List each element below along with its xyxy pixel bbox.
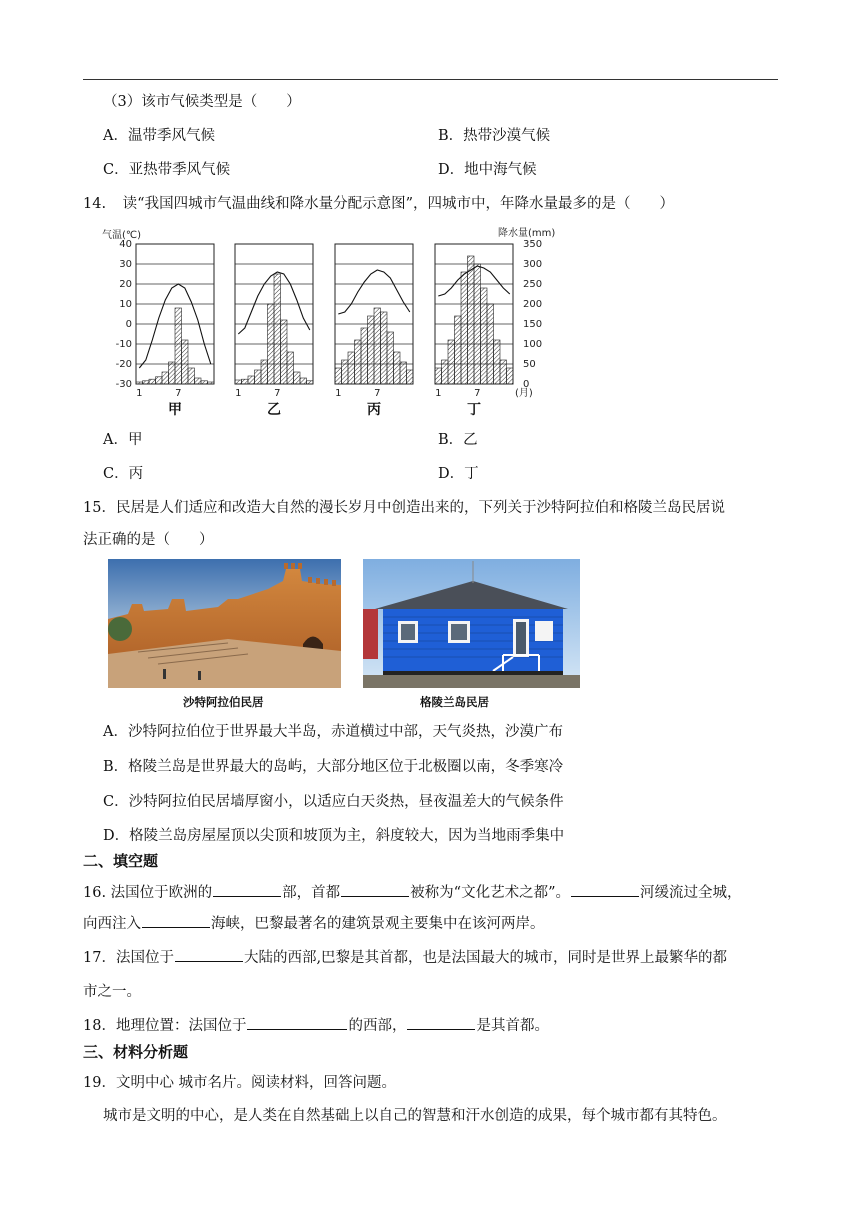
precip-bar (255, 370, 262, 384)
precip-bar (195, 378, 202, 384)
precip-bar (136, 382, 143, 384)
panel-label: 乙 (267, 402, 281, 418)
q15-option-d[interactable]: D．格陵兰岛房屋屋顶以尖顶和坡顶为主，斜度较大，因为当地雨季集中 (103, 828, 565, 844)
q13-option-c[interactable]: C．亚热带季风气候 (103, 162, 231, 178)
precip-bar (300, 378, 307, 384)
precip-bar (274, 274, 281, 384)
greenland-caption: 格陵兰岛民居 (420, 695, 489, 709)
q13-stem: （3）该市气候类型是（ ） (103, 94, 301, 110)
section-2-title: 二、填空题 (83, 852, 159, 870)
q16-line2 (83, 912, 545, 933)
q17-line2: 市之一。 (83, 984, 141, 1000)
q14-option-a[interactable]: A．甲 (103, 432, 143, 448)
temp-tick-label: -30 (115, 379, 132, 390)
q18-text-1: 18．地理位置：法国位于 (83, 1018, 247, 1034)
q16-text-3: 被称为“文化艺术之都”。 (410, 885, 570, 901)
precip-bar (287, 352, 294, 384)
q14-stem-text: 读“我国四城市气温曲线和降水量分配示意图”，四城市中，年降水量最多的是（ ） (122, 196, 674, 212)
precip-tick-label: 150 (523, 319, 543, 330)
month-unit-label: (月) (515, 388, 533, 399)
temp-curve (338, 270, 410, 314)
q18-blank-1[interactable] (247, 1014, 347, 1030)
climate-chart (88, 226, 688, 421)
q13-option-a[interactable]: A．温带季风气候 (103, 128, 215, 144)
q16-blank-2[interactable] (341, 881, 409, 897)
right-axis-label: 降水量(mm) (498, 228, 556, 239)
left-axis-label: 气温(℃) (102, 230, 142, 241)
precip-bar (487, 304, 494, 384)
precip-bar (368, 316, 375, 384)
precip-bar (156, 377, 163, 384)
month-tick-label: 1 (136, 388, 143, 399)
precip-bar (348, 352, 355, 384)
section-3-title: 三、材料分析题 (83, 1043, 189, 1061)
precip-tick-label: 300 (523, 259, 543, 270)
precip-bar (201, 381, 208, 384)
precip-bar (500, 360, 507, 384)
q16-blank-3[interactable] (571, 881, 639, 897)
q14-number: 14. (83, 196, 107, 212)
q15-stem-line1: 15．民居是人们适应和改造大自然的漫长岁月中创造出来的，下列关于沙特阿拉伯和格陵兰岛民居说 (83, 500, 725, 516)
q16-blank-1[interactable] (213, 881, 281, 897)
precip-tick-label: 100 (523, 339, 543, 350)
precip-bar (455, 316, 462, 384)
panel-label: 丙 (367, 402, 381, 418)
q19-body: 城市是文明的中心，是人类在自然基础上以自己的智慧和汗水创造的成果，每个城市都有其特色。 (103, 1108, 727, 1124)
precip-bar (407, 370, 414, 384)
q17-text-1: 17．法国位于 (83, 950, 174, 966)
q15-option-b[interactable]: B．格陵兰岛是世界最大的岛屿，大部分地区位于北极圈以南，冬季寒冷 (103, 759, 564, 775)
q16-blank-4[interactable] (142, 912, 210, 928)
precip-bar (261, 360, 268, 384)
temp-tick-label: 40 (119, 239, 132, 250)
q15-stem-line2: 法正确的是（ ） (83, 532, 214, 548)
precip-bar (355, 340, 362, 384)
month-tick-label: 1 (335, 388, 342, 399)
header-rule (83, 79, 778, 80)
precip-bar (175, 308, 182, 384)
precip-tick-label: 50 (523, 359, 536, 370)
saudi-dwelling-photo (108, 559, 341, 688)
month-tick-label: 7 (175, 388, 182, 399)
panel-label: 甲 (168, 402, 182, 418)
precip-tick-label: 200 (523, 299, 543, 310)
precip-bar (494, 340, 501, 384)
precip-bar (294, 372, 301, 384)
q16-text-1: 16. 法国位于欧洲的 (83, 885, 213, 901)
q14-option-b[interactable]: B．乙 (438, 432, 478, 448)
q15-option-a[interactable]: A．沙特阿拉伯位于世界最大半岛，赤道横过中部，天气炎热，沙漠广布 (103, 724, 563, 740)
q16-line1 (83, 881, 742, 902)
q17-text-2: 大陆的西部,巴黎是其首都，也是法国最大的城市，同时是世界上最繁华的都 (243, 950, 728, 966)
precip-bar (474, 264, 481, 384)
greenland-dwelling-photo (363, 559, 580, 688)
temp-tick-label: 20 (119, 279, 132, 290)
precip-bar (381, 312, 388, 384)
q18-text-2: 的西部， (348, 1018, 407, 1034)
month-tick-label: 1 (435, 388, 442, 399)
q18-blank-2[interactable] (407, 1014, 475, 1030)
temp-tick-label: -20 (115, 359, 132, 370)
saudi-caption: 沙特阿拉伯民居 (183, 695, 264, 709)
q17-line1 (83, 946, 727, 967)
q14-option-c[interactable]: C．丙 (103, 466, 144, 482)
q19-stem: 19．文明中心 城市名片。阅读材料，回答问题。 (83, 1075, 397, 1091)
precip-bar (461, 272, 468, 384)
q18-text-3: 是其首都。 (476, 1018, 549, 1034)
precip-bar (342, 360, 349, 384)
q13-option-b[interactable]: B．热带沙漠气候 (438, 128, 551, 144)
month-tick-label: 1 (235, 388, 242, 399)
q13-option-d[interactable]: D．地中海气候 (438, 162, 537, 178)
precip-bar (361, 328, 368, 384)
precip-bar (400, 362, 407, 384)
q16-text-5: 向西注入 (83, 916, 141, 932)
precip-bar (394, 352, 401, 384)
temp-tick-label: 30 (119, 259, 132, 270)
precip-bar (248, 376, 255, 384)
month-tick-label: 7 (274, 388, 281, 399)
precip-bar (268, 304, 275, 384)
precip-bar (169, 362, 176, 384)
temp-tick-label: 0 (125, 319, 132, 330)
precip-bar (235, 380, 242, 384)
precip-bar (307, 381, 314, 384)
precip-bar (468, 256, 475, 384)
precip-bar (281, 320, 288, 384)
precip-bar (208, 382, 215, 384)
month-tick-label: 7 (474, 388, 481, 399)
precip-bar (442, 360, 449, 384)
precip-bar (448, 340, 455, 384)
q17-blank-1[interactable] (175, 946, 243, 962)
month-tick-label: 7 (374, 388, 381, 399)
precip-bar (182, 340, 189, 384)
precip-bar (162, 372, 169, 384)
precip-bar (188, 368, 195, 384)
precip-bar (435, 368, 442, 384)
temp-tick-label: 10 (119, 299, 132, 310)
precip-bar (481, 288, 488, 384)
precip-bar (143, 381, 150, 384)
precip-tick-label: 0 (523, 379, 530, 390)
panel-label: 丁 (467, 402, 481, 418)
precip-tick-label: 250 (523, 279, 543, 290)
precip-bar (242, 379, 249, 384)
precip-bar (335, 368, 342, 384)
q14-option-d[interactable]: D．丁 (438, 466, 479, 482)
precip-tick-label: 350 (523, 239, 543, 250)
precip-bar (149, 379, 156, 384)
q16-text-4: 河缓流过全城， (640, 885, 742, 901)
q16-text-2: 部，首都 (282, 885, 341, 901)
precip-bar (507, 368, 514, 384)
temp-tick-label: -10 (115, 339, 132, 350)
q18-line (83, 1014, 549, 1035)
q16-text-6: 海峡，巴黎最著名的建筑景观主要集中在该河两岸。 (211, 916, 545, 932)
q15-option-c[interactable]: C．沙特阿拉伯民居墙厚窗小，以适应白天炎热，昼夜温差大的气候条件 (103, 794, 564, 810)
precip-bar (387, 332, 394, 384)
precip-bar (374, 308, 381, 384)
q14-stem (83, 192, 674, 213)
